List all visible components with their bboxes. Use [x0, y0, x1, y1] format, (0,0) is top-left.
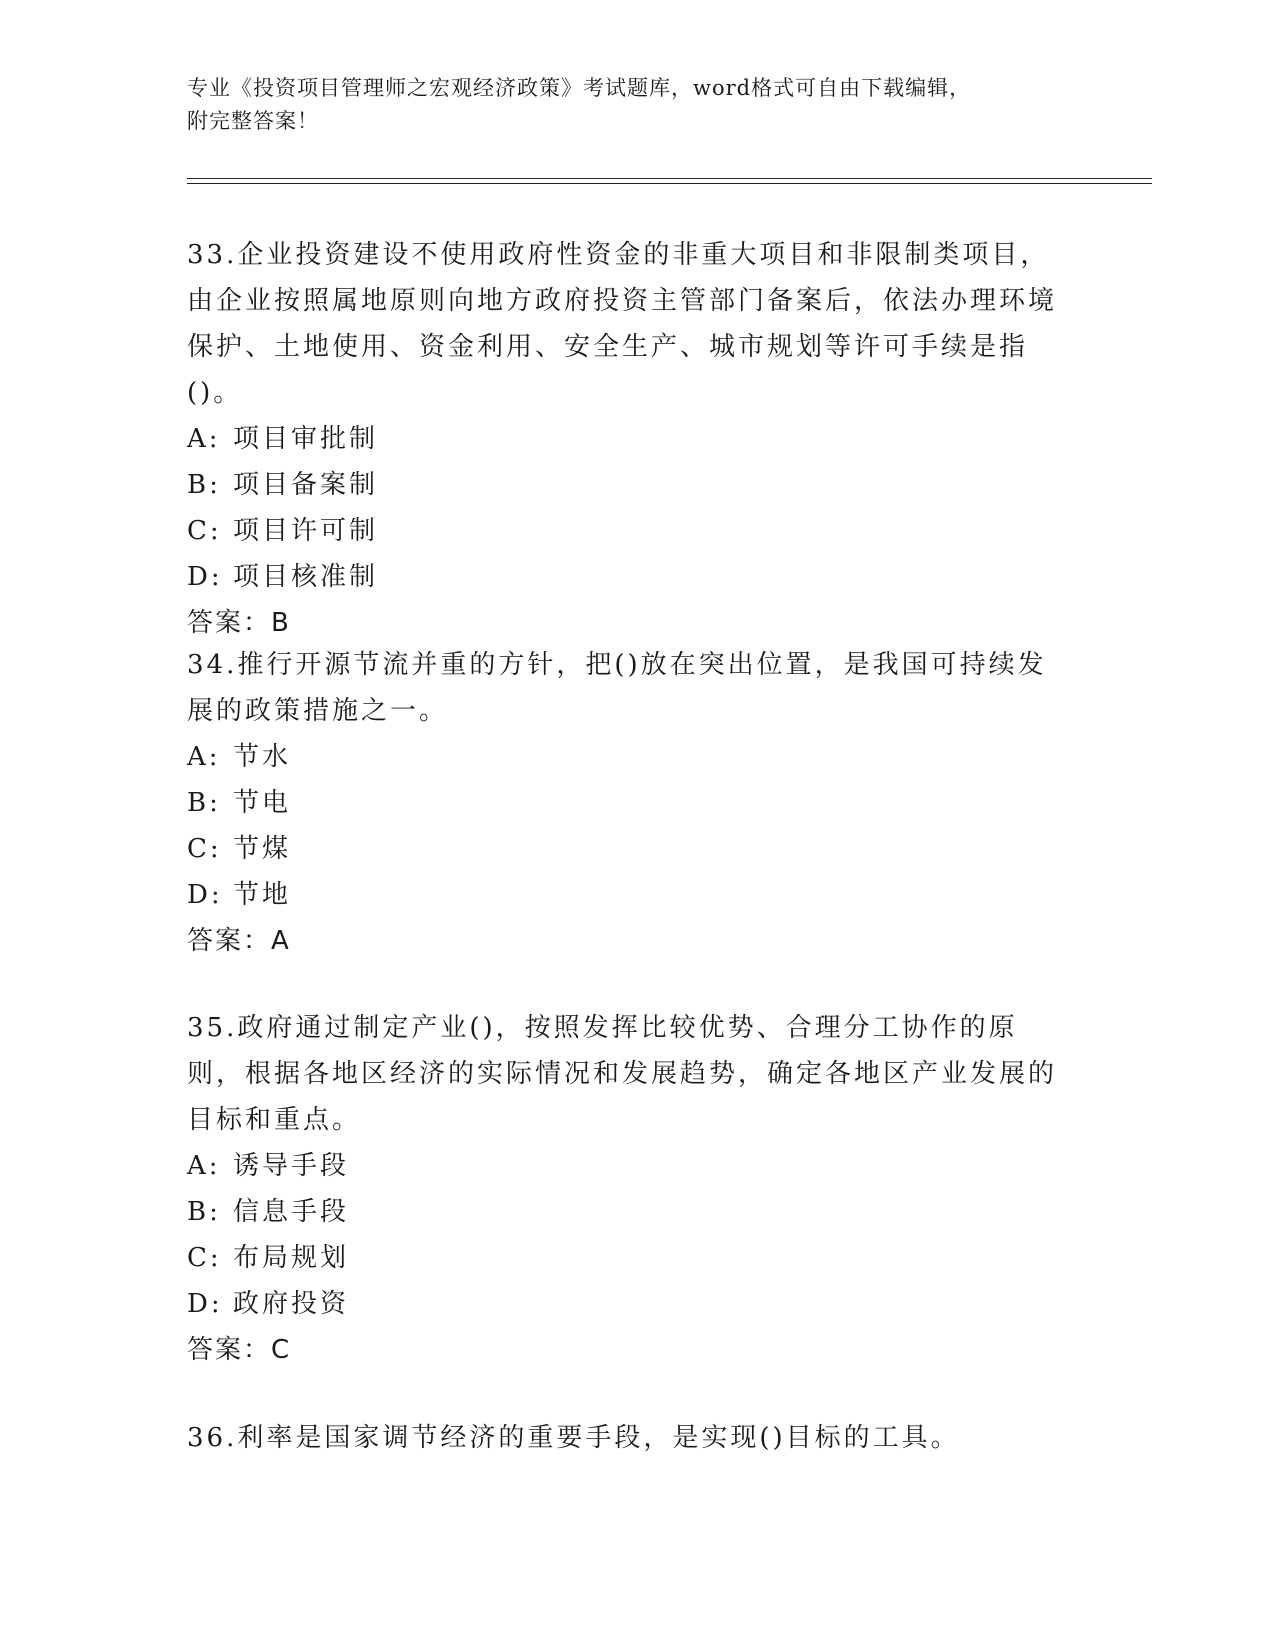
- option-c: [187, 508, 1067, 554]
- option-d: [187, 554, 1067, 600]
- header-line-1: 专业《投资项目管理师之宏观经济政策》考试题库，word格式可自由下载编辑，: [187, 76, 972, 100]
- option-text: 项目审批制: [233, 424, 379, 454]
- option-c: [187, 1235, 1067, 1281]
- option-c: [187, 826, 1067, 872]
- question-33: [187, 232, 1067, 646]
- option-text: 项目核准制: [233, 562, 379, 592]
- option-b: [187, 1189, 1067, 1235]
- question-stem: 36.利率是国家调节经济的重要手段，是实现()目标的工具。: [187, 1423, 960, 1453]
- option-key: C:: [187, 834, 222, 864]
- option-a: [187, 1143, 1067, 1189]
- option-a: [187, 734, 1067, 780]
- option-text: 信息手段: [233, 1197, 350, 1227]
- option-key: D:: [187, 1289, 223, 1319]
- option-key: C:: [187, 516, 222, 546]
- option-key: D:: [187, 562, 223, 592]
- answer-label: 答案：B: [187, 608, 291, 638]
- option-key: A:: [187, 424, 221, 454]
- option-key: C:: [187, 1243, 222, 1273]
- question-stem: 33.企业投资建设不使用政府性资金的非重大项目和非限制类项目，由企业按照属地原则向地方政府投资主管部门备案后，依法办理环境保护、土地使用、资金利用、安全生产、城市规划等许可手续是指()。: [187, 240, 1058, 408]
- option-d: [187, 872, 1067, 918]
- option-text: 项目许可制: [233, 516, 379, 546]
- header-divider-top: [187, 178, 1152, 179]
- option-key: D:: [187, 880, 223, 910]
- option-b: [187, 462, 1067, 508]
- option-b: [187, 780, 1067, 826]
- option-text: 政府投资: [233, 1289, 350, 1319]
- option-key: A:: [187, 1151, 221, 1181]
- option-text: 节地: [233, 880, 292, 910]
- option-text: 节水: [233, 742, 292, 772]
- option-a: [187, 416, 1067, 462]
- question-36: [187, 1415, 1067, 1461]
- header-divider-bottom: [187, 183, 1152, 184]
- option-text: 节电: [233, 788, 292, 818]
- question-34: [187, 642, 1067, 964]
- answer-label: 答案：A: [187, 926, 291, 956]
- answer-label: 答案：C: [187, 1335, 292, 1365]
- option-text: 节煤: [233, 834, 292, 864]
- option-key: B:: [187, 470, 221, 500]
- option-text: 项目备案制: [233, 470, 379, 500]
- option-key: A:: [187, 742, 221, 772]
- question-stem: 34.推行开源节流并重的方针，把()放在突出位置，是我国可持续发展的政策措施之一。: [187, 650, 1047, 726]
- option-d: [187, 1281, 1067, 1327]
- option-text: 诱导手段: [233, 1151, 350, 1181]
- option-text: 布局规划: [233, 1243, 350, 1273]
- header-line-2: 附完整答案！: [187, 109, 319, 133]
- question-35: [187, 1005, 1067, 1373]
- option-key: B:: [187, 1197, 221, 1227]
- page-header: [187, 72, 1087, 138]
- question-stem: 35.政府通过制定产业()，按照发挥比较优势、合理分工协作的原则，根据各地区经济的实际情况和发展趋势，确定各地区产业发展的目标和重点。: [187, 1013, 1058, 1135]
- option-key: B:: [187, 788, 221, 818]
